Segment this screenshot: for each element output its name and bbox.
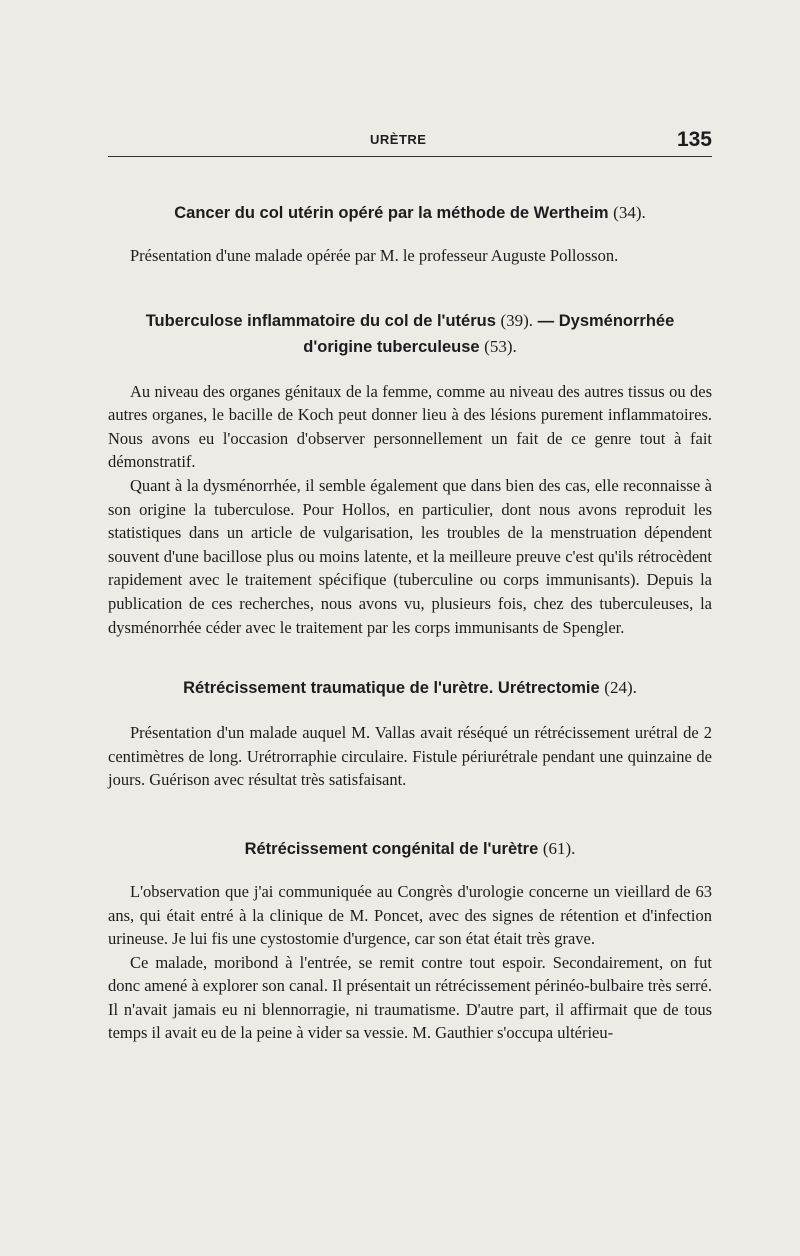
heading-ref: (24). [604, 678, 637, 698]
paragraph: Présentation d'un malade auquel M. Vallas avait réséqué un rétrécissement urétral de 2 centimètres de long. Urétrorraphie circulaire. Fistule périurétrale pendant une quinzaine de jours. Guérison avec résultat très satisfaisant. [108, 723, 712, 790]
page-body [108, 200, 712, 1045]
section-heading-tuberculose [108, 308, 712, 360]
header-rule [108, 156, 712, 157]
paragraph: Quant à la dysménorrhée, il semble également que dans bien des cas, elle reconnaisse à son origine la tuberculose. Pour Hollos, en particulier, dont nous avons reproduit les statistiques dans un article de vulgarisation, les troubles de la menstruation dépendent souvent d'une bacillose plus ou moins latente, et la meilleure preuve c'est qu'ils rétrocèdent rapidement avec le traitement spécifique (tuberculine ou corps immunisants). Depuis la publication de ces recherches, nous avons vu, plusieurs fois, chez des tuberculeuses, la dysménorrhée céder avec le traitement par les corps immunisants de Spengler. [108, 475, 712, 637]
running-title: URÈTRE [370, 132, 427, 147]
paragraph: Présentation d'une malade opérée par M. le professeur Auguste Pollosson. [130, 246, 619, 265]
heading-ref: (39). [500, 310, 534, 330]
paragraph: Ce malade, moribond à l'entrée, se remit contre tout espoir. Secondairement, on fut donc amené à explorer son canal. Il présentait un rétrécissement périnéo-bulbaire très serré. Il n'avait jamais eu ni blennorragie, ni traumatisme. D'autre part, il affirmait que de tous temps il avait eu de la peine à vider sa vessie. M. Gauthier s'occupa ultérieu- [108, 952, 712, 1043]
heading-text: Rétrécissement traumatique de l'urètre. Urétrectomie [183, 679, 600, 698]
heading-text: Cancer du col utérin opéré par la méthode de Wertheim [174, 204, 609, 222]
heading-ref: (53). [484, 336, 517, 356]
section-heading-retrecissement-traumatique [108, 675, 712, 701]
page-header [108, 128, 712, 156]
heading-text: — Dysménorrhée [537, 311, 675, 330]
heading-text: d'origine tuberculeuse [303, 337, 480, 356]
heading-text: Rétrécissement congénital de l'urètre [244, 839, 539, 858]
heading-ref: (34). [613, 203, 646, 222]
page-number: 135 [676, 128, 712, 151]
section-heading-cancer [108, 200, 712, 226]
paragraph: Au niveau des organes génitaux de la femme, comme au niveau des autres tissus ou des autres organes, le bacille de Koch peut donner lieu à des lésions purement inflammatoires. Nous avons eu l'occasion d'observer personnellement un fait de ce genre tout à fait démonstratif. [108, 381, 712, 472]
heading-ref: (61). [542, 838, 576, 858]
heading-text: Tuberculose inflammatoire du col de l'utérus [145, 311, 496, 330]
section-heading-retrecissement-congenital [108, 836, 712, 862]
paragraph: L'observation que j'ai communiquée au Congrès d'urologie concerne un vieillard de 63 ans, qui était entré à la clinique de M. Poncet, avec des signes de rétention et d'infection urineuse. Je lui fis une cystostomie d'urgence, car son état était très grave. [108, 881, 712, 949]
